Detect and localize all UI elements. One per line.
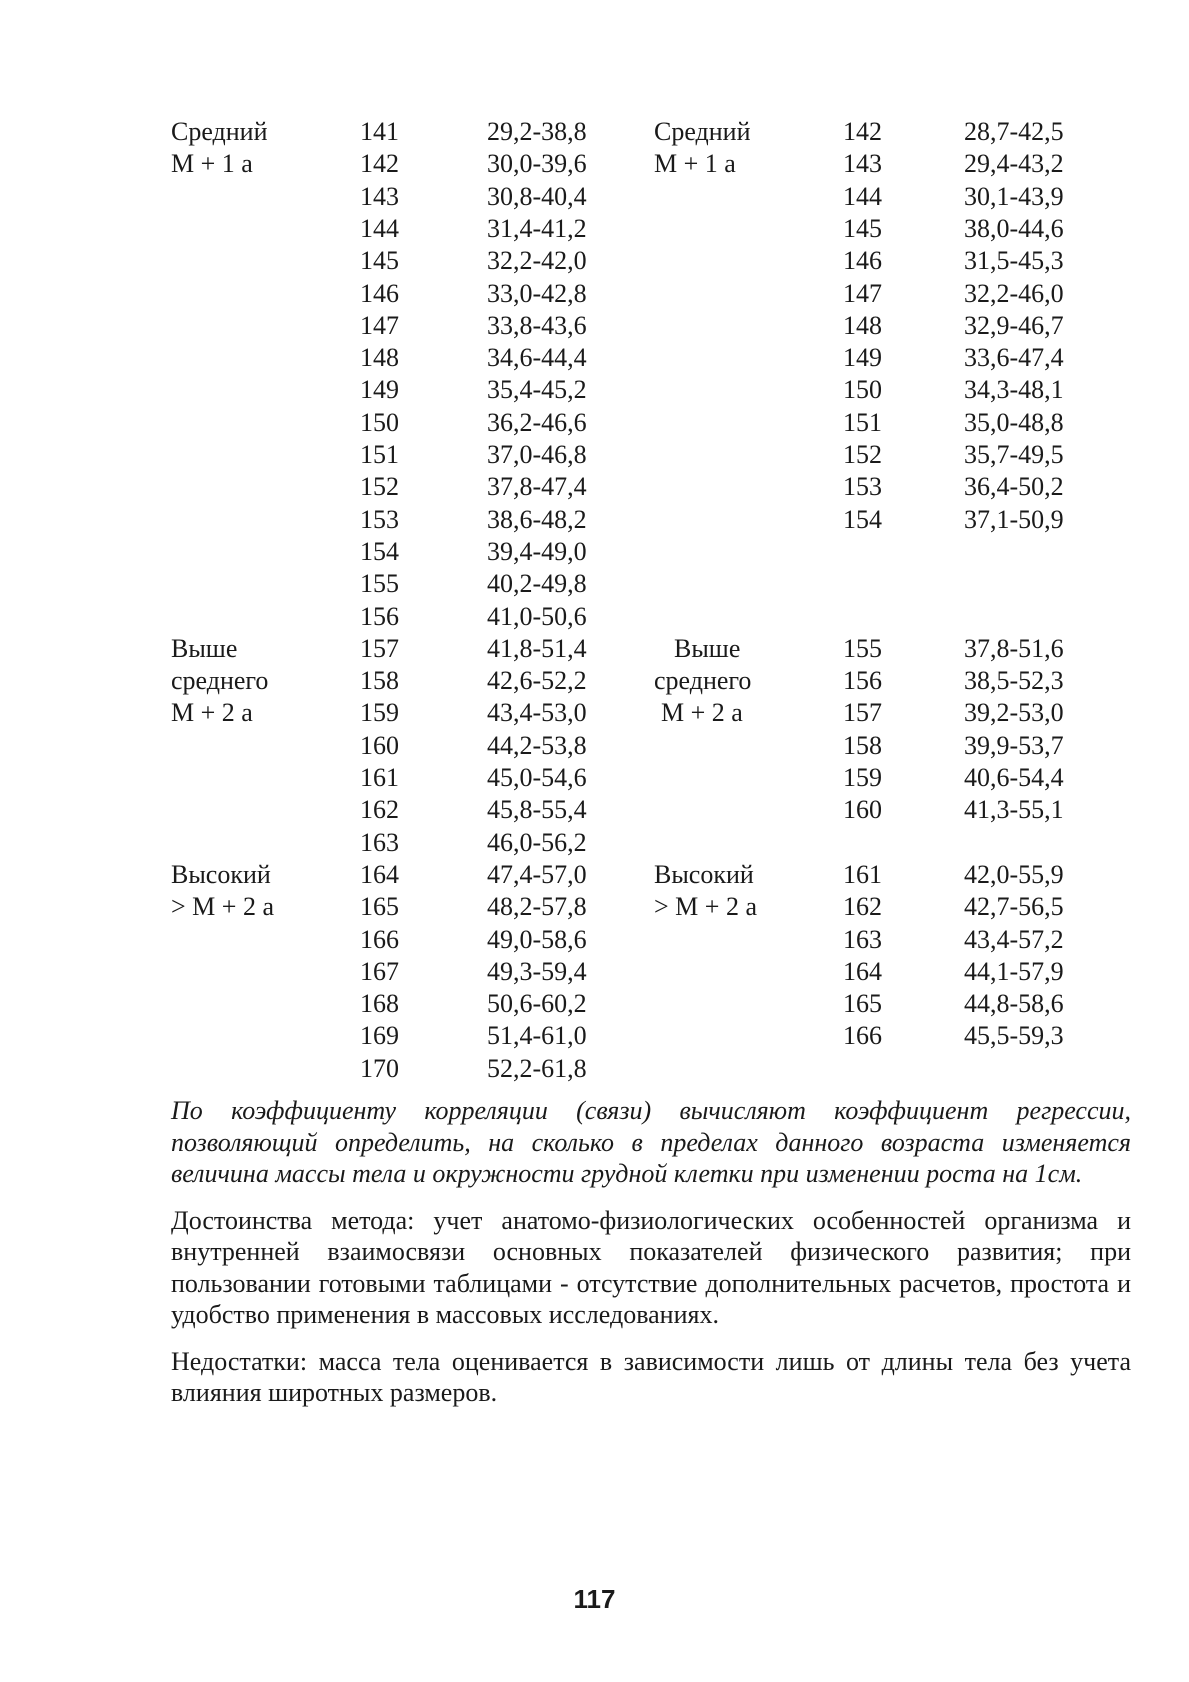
paragraph: Недостатки: масса тела оценивается в зависимости лишь от длины тела без учета влияния широтных размеров. bbox=[171, 1346, 1131, 1407]
height-cell: 153 bbox=[843, 472, 882, 502]
weight-range-cell: 37,8-47,4 bbox=[487, 472, 587, 502]
weight-range-cell: 33,6-47,4 bbox=[964, 343, 1064, 373]
weight-range-cell: 29,4-43,2 bbox=[964, 149, 1064, 179]
group-label: Выше bbox=[171, 633, 238, 663]
weight-range-cell: 51,4-61,0 bbox=[487, 1021, 587, 1051]
group-label: М + 2 a bbox=[171, 698, 253, 728]
weight-range-cell: 43,4-57,2 bbox=[964, 924, 1064, 954]
weight-range-cell: 38,5-52,3 bbox=[964, 666, 1064, 696]
group-label: среднего bbox=[654, 666, 752, 696]
weight-range-cell: 48,2-57,8 bbox=[487, 892, 587, 922]
weight-range-cell: 42,7-56,5 bbox=[964, 892, 1064, 922]
height-cell: 166 bbox=[843, 1021, 882, 1051]
weight-range-cell: 46,0-56,2 bbox=[487, 827, 587, 857]
group-label: Средний bbox=[654, 117, 751, 146]
height-cell: 151 bbox=[360, 440, 399, 469]
weight-range-cell: 36,2-46,6 bbox=[487, 407, 587, 437]
height-cell: 164 bbox=[360, 859, 399, 889]
height-cell: 155 bbox=[360, 569, 399, 599]
weight-range-cell: 30,1-43,9 bbox=[964, 181, 1064, 211]
height-cell: 158 bbox=[843, 730, 882, 760]
height-cell: 158 bbox=[360, 666, 399, 696]
weight-range-cell: 34,6-44,4 bbox=[487, 343, 587, 373]
height-cell: 160 bbox=[360, 730, 399, 760]
group-label: Высокий bbox=[654, 859, 754, 889]
weight-range-cell: 32,2-46,0 bbox=[964, 278, 1064, 308]
height-cell: 144 bbox=[360, 213, 399, 243]
group-label: М + 1 a bbox=[171, 149, 253, 179]
weight-range-cell: 40,2-49,8 bbox=[487, 569, 587, 599]
weight-range-cell: 41,8-51,4 bbox=[487, 633, 587, 663]
height-cell: 152 bbox=[360, 472, 399, 502]
height-cell: 154 bbox=[360, 536, 399, 566]
height-cell: 146 bbox=[843, 246, 882, 276]
height-cell: 145 bbox=[843, 213, 882, 243]
group-label: М + 2 a bbox=[661, 698, 743, 728]
weight-range-cell: 41,3-55,1 bbox=[964, 795, 1064, 825]
weight-range-cell: 44,8-58,6 bbox=[964, 989, 1064, 1019]
height-cell: 142 bbox=[360, 149, 399, 179]
weight-range-cell: 29,2-38,8 bbox=[487, 117, 587, 146]
group-label: среднего bbox=[171, 666, 269, 696]
paragraph: По коэффициенту корреляции (связи) вычисляют коэффициент регрессии, позволяющий определить, на сколько в пределах данного возраста изменяется величина массы тела и окружности грудной клетки при изменении роста на 1см. bbox=[171, 1096, 1131, 1188]
weight-range-cell: 49,0-58,6 bbox=[487, 924, 587, 954]
height-cell: 165 bbox=[360, 892, 399, 922]
height-cell: 152 bbox=[843, 440, 882, 469]
height-cell: 142 bbox=[843, 117, 882, 146]
height-cell: 148 bbox=[360, 343, 399, 373]
group-label: > М + 2 a bbox=[171, 892, 274, 922]
weight-range-cell: 28,7-42,5 bbox=[964, 117, 1064, 146]
height-cell: 163 bbox=[843, 924, 882, 954]
height-cell: 164 bbox=[843, 956, 882, 986]
group-label: Высокий bbox=[171, 859, 271, 889]
group-label: М + 1 a bbox=[654, 149, 736, 179]
height-cell: 156 bbox=[843, 666, 882, 696]
height-cell: 162 bbox=[360, 795, 399, 825]
height-cell: 168 bbox=[360, 989, 399, 1019]
height-cell: 145 bbox=[360, 246, 399, 276]
weight-range-cell: 41,0-50,6 bbox=[487, 601, 587, 631]
height-cell: 161 bbox=[843, 859, 882, 889]
weight-range-cell: 33,8-43,6 bbox=[487, 310, 587, 340]
weight-range-cell: 37,8-51,6 bbox=[964, 633, 1064, 663]
weight-range-cell: 36,4-50,2 bbox=[964, 472, 1064, 502]
height-cell: 144 bbox=[843, 181, 882, 211]
body-text bbox=[171, 1095, 1131, 1424]
weight-range-cell: 34,3-48,1 bbox=[964, 375, 1064, 405]
weight-range-cell: 42,6-52,2 bbox=[487, 666, 587, 696]
weight-range-cell: 49,3-59,4 bbox=[487, 956, 587, 986]
weight-range-cell: 45,5-59,3 bbox=[964, 1021, 1064, 1051]
group-label: Средний bbox=[171, 117, 268, 146]
weight-range-cell: 40,6-54,4 bbox=[964, 763, 1064, 792]
height-cell: 165 bbox=[843, 989, 882, 1019]
weight-range-cell: 31,5-45,3 bbox=[964, 246, 1064, 276]
height-cell: 149 bbox=[360, 375, 399, 405]
weight-range-cell: 39,2-53,0 bbox=[964, 698, 1064, 728]
weight-range-cell: 42,0-55,9 bbox=[964, 859, 1064, 889]
height-cell: 163 bbox=[360, 827, 399, 857]
height-cell: 146 bbox=[360, 278, 399, 308]
height-cell: 170 bbox=[360, 1053, 399, 1083]
height-cell: 150 bbox=[843, 375, 882, 405]
weight-range-cell: 32,9-46,7 bbox=[964, 310, 1064, 340]
weight-range-cell: 39,4-49,0 bbox=[487, 536, 587, 566]
height-cell: 147 bbox=[360, 310, 399, 340]
height-cell: 141 bbox=[360, 117, 399, 146]
weight-range-cell: 38,6-48,2 bbox=[487, 504, 587, 534]
weight-range-cell: 32,2-42,0 bbox=[487, 246, 587, 276]
weight-range-cell: 37,0-46,8 bbox=[487, 440, 587, 469]
height-cell: 159 bbox=[843, 763, 882, 792]
height-cell: 155 bbox=[843, 633, 882, 663]
weight-range-cell: 45,0-54,6 bbox=[487, 763, 587, 792]
height-cell: 151 bbox=[843, 407, 882, 437]
height-cell: 159 bbox=[360, 698, 399, 728]
weight-range-cell: 44,2-53,8 bbox=[487, 730, 587, 760]
height-cell: 166 bbox=[360, 924, 399, 954]
weight-range-cell: 35,0-48,8 bbox=[964, 407, 1064, 437]
height-cell: 143 bbox=[360, 181, 399, 211]
weight-range-cell: 38,0-44,6 bbox=[964, 213, 1064, 243]
height-cell: 160 bbox=[843, 795, 882, 825]
weight-range-cell: 35,4-45,2 bbox=[487, 375, 587, 405]
weight-range-cell: 30,0-39,6 bbox=[487, 149, 587, 179]
height-cell: 148 bbox=[843, 310, 882, 340]
weight-range-cell: 33,0-42,8 bbox=[487, 278, 587, 308]
weight-range-cell: 35,7-49,5 bbox=[964, 440, 1064, 469]
height-cell: 169 bbox=[360, 1021, 399, 1051]
height-cell: 147 bbox=[843, 278, 882, 308]
height-cell: 157 bbox=[843, 698, 882, 728]
weight-range-cell: 37,1-50,9 bbox=[964, 504, 1064, 534]
height-cell: 149 bbox=[843, 343, 882, 373]
paragraph: Достоинства метода: учет анатомо-физиологических особенностей организма и внутренней взаимосвязи основных показателей физического развития; при пользовании готовыми таблицами - отсутствие дополнительных расчетов, простота и удобство применения в массовых исследованиях. bbox=[171, 1205, 1131, 1329]
weight-range-cell: 47,4-57,0 bbox=[487, 859, 587, 889]
height-cell: 143 bbox=[843, 149, 882, 179]
height-cell: 157 bbox=[360, 633, 399, 663]
height-cell: 162 bbox=[843, 892, 882, 922]
weight-range-cell: 43,4-53,0 bbox=[487, 698, 587, 728]
height-cell: 150 bbox=[360, 407, 399, 437]
weight-range-cell: 31,4-41,2 bbox=[487, 213, 587, 243]
height-cell: 154 bbox=[843, 504, 882, 534]
weight-range-cell: 44,1-57,9 bbox=[964, 956, 1064, 986]
weight-range-cell: 50,6-60,2 bbox=[487, 989, 587, 1019]
height-cell: 167 bbox=[360, 956, 399, 986]
weight-range-cell: 30,8-40,4 bbox=[487, 181, 587, 211]
page-number: 117 bbox=[573, 1584, 616, 1614]
group-label: Выше bbox=[674, 633, 741, 663]
height-cell: 161 bbox=[360, 763, 399, 792]
height-cell: 153 bbox=[360, 504, 399, 534]
weight-range-cell: 39,9-53,7 bbox=[964, 730, 1064, 760]
weight-range-cell: 52,2-61,8 bbox=[487, 1053, 587, 1083]
group-label: > М + 2 a bbox=[654, 892, 757, 922]
weight-range-cell: 45,8-55,4 bbox=[487, 795, 587, 825]
height-cell: 156 bbox=[360, 601, 399, 631]
